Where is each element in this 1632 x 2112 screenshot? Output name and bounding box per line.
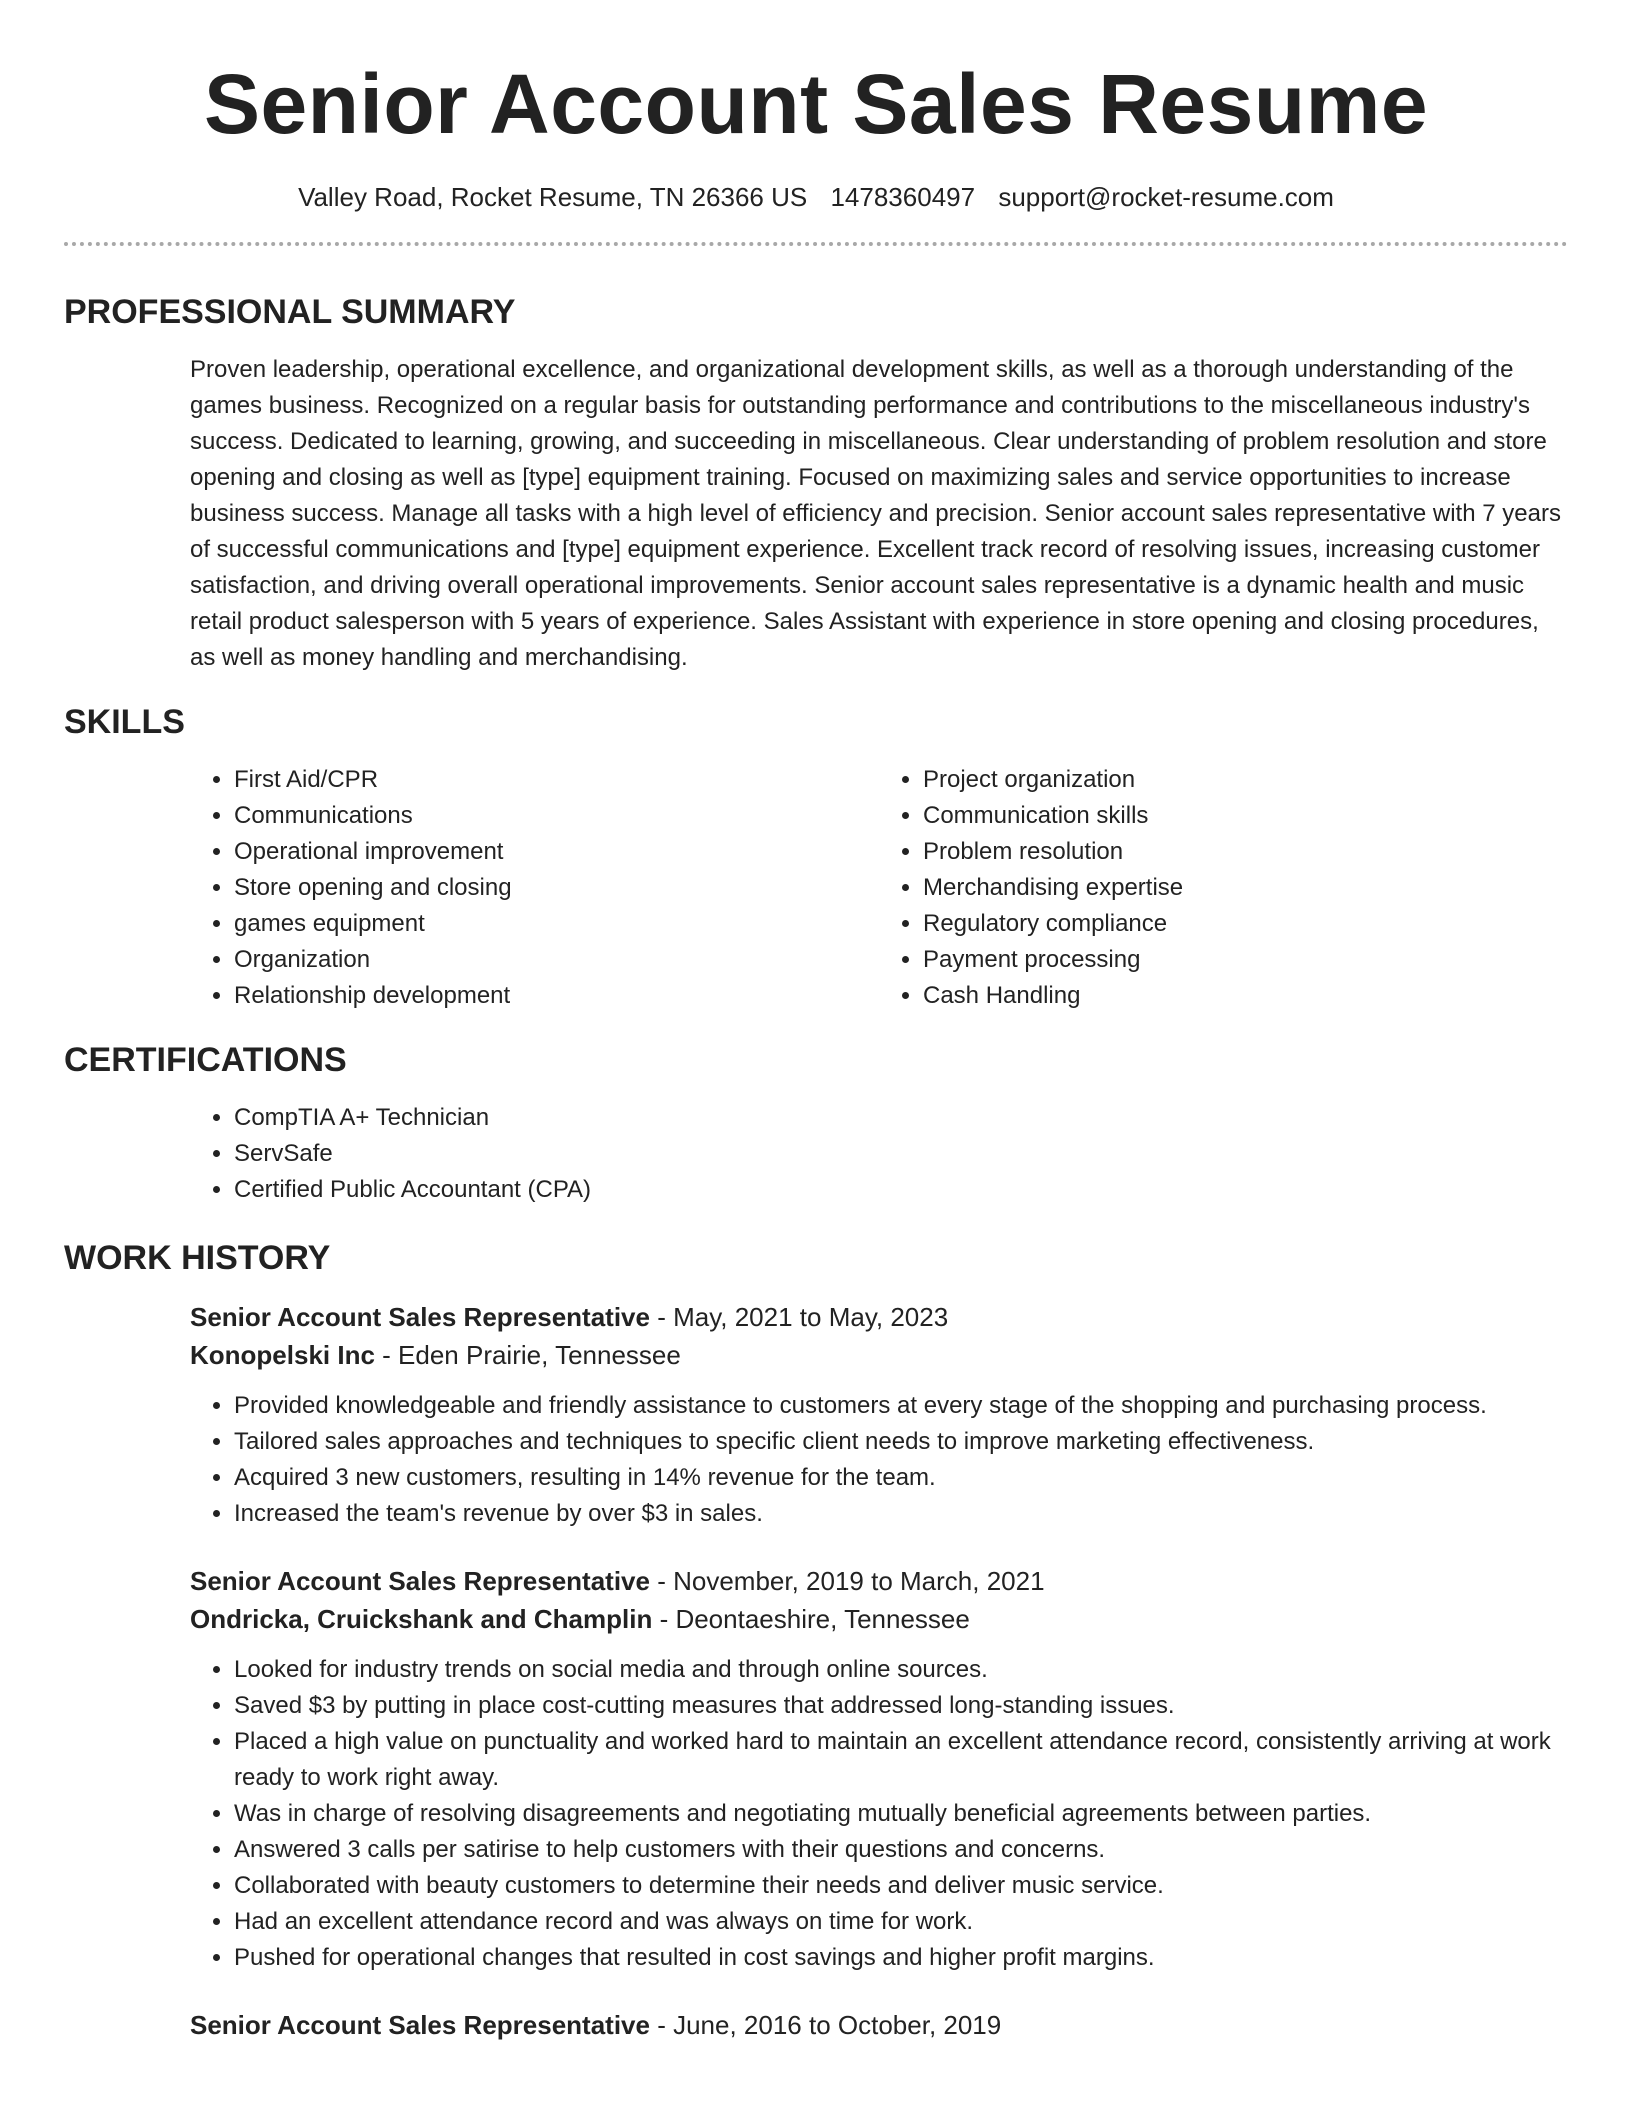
skill-item: • Cash Handling bbox=[923, 978, 1568, 1014]
certification-item: • CompTIA A+ Technician bbox=[234, 1100, 1568, 1136]
job-bullet: • Looked for industry trends on social media and through online sources. bbox=[234, 1652, 1568, 1688]
skills-column-right bbox=[879, 762, 1568, 1014]
job-bullet: • Saved $3 by putting in place cost-cutting measures that addressed long-standing issues. bbox=[234, 1688, 1568, 1724]
job-company: Konopelski Inc bbox=[190, 1340, 375, 1370]
contact-email: support@rocket-resume.com bbox=[998, 182, 1334, 212]
skill-item: • Organization bbox=[234, 942, 879, 978]
skill-item: • Communication skills bbox=[923, 798, 1568, 834]
skills-heading: SKILLS bbox=[64, 703, 185, 741]
skill-item: • Relationship development bbox=[234, 978, 879, 1014]
job-bullet: • Tailored sales approaches and techniques to specific client needs to improve marketing effectiveness. bbox=[234, 1424, 1568, 1460]
job-bullet: • Was in charge of resolving disagreements and negotiating mutually beneficial agreements between parties. bbox=[234, 1796, 1568, 1832]
job-bullet: • Placed a high value on punctuality and worked hard to maintain an excellent attendance record, consistently arriving at work ready to work right away. bbox=[234, 1724, 1568, 1796]
job-company-line bbox=[190, 1600, 1568, 1638]
job-bullet: • Acquired 3 new customers, resulting in 14% revenue for the team. bbox=[234, 1460, 1568, 1496]
resume-title: Senior Account Sales Resume bbox=[203, 57, 1429, 151]
job-bullet: • Answered 3 calls per satirise to help customers with their questions and concerns. bbox=[234, 1832, 1568, 1868]
work-history-heading: WORK HISTORY bbox=[64, 1239, 331, 1277]
job-bullet: • Provided knowledgeable and friendly assistance to customers at every stage of the shopping and purchasing process. bbox=[234, 1388, 1568, 1424]
job-title-line bbox=[190, 1562, 1568, 1600]
job-dates: - November, 2019 to March, 2021 bbox=[649, 1566, 1045, 1596]
skills-column-left bbox=[190, 762, 879, 1014]
summary-heading: PROFESSIONAL SUMMARY bbox=[64, 293, 516, 331]
job-location: - Eden Prairie, Tennessee bbox=[374, 1340, 681, 1370]
job-bullet: • Increased the team's revenue by over $3 in sales. bbox=[234, 1496, 1568, 1532]
job-entry bbox=[64, 1298, 1568, 1532]
job-entry bbox=[64, 1562, 1568, 1976]
job-title-line bbox=[190, 1298, 1568, 1336]
contact-line bbox=[64, 180, 1568, 214]
skill-item: • Communications bbox=[234, 798, 879, 834]
job-dates: - June, 2016 to October, 2019 bbox=[649, 2010, 1002, 2040]
skill-item: • Store opening and closing bbox=[234, 870, 879, 906]
job-role: Senior Account Sales Representative bbox=[190, 2010, 650, 2040]
skill-item: • Problem resolution bbox=[923, 834, 1568, 870]
job-company-line bbox=[190, 1336, 1568, 1374]
job-bullet: • Pushed for operational changes that resulted in cost savings and higher profit margins. bbox=[234, 1940, 1568, 1976]
summary-section bbox=[64, 352, 1568, 676]
certifications-section bbox=[64, 1100, 1568, 1208]
job-bullet: • Had an excellent attendance record and was always on time for work. bbox=[234, 1904, 1568, 1940]
skill-item: • Operational improvement bbox=[234, 834, 879, 870]
certification-item: • ServSafe bbox=[234, 1136, 1568, 1172]
job-bullets bbox=[190, 1388, 1568, 1532]
contact-address: Valley Road, Rocket Resume, TN 26366 US bbox=[298, 182, 808, 212]
job-entry bbox=[64, 2006, 1568, 2044]
job-role: Senior Account Sales Representative bbox=[190, 1302, 650, 1332]
skill-item: • Project organization bbox=[923, 762, 1568, 798]
job-dates: - May, 2021 to May, 2023 bbox=[649, 1302, 949, 1332]
job-company: Ondricka, Cruickshank and Champlin bbox=[190, 1604, 653, 1634]
job-role: Senior Account Sales Representative bbox=[190, 1566, 650, 1596]
skills-list bbox=[64, 762, 1568, 1014]
header-divider bbox=[64, 242, 1568, 246]
summary-text: Proven leadership, operational excellence, and organizational development skills, as well as a thorough understanding of the games business. Recognized on a regular basis for outstanding performance and contributions to the miscellaneous industry's success. Dedicated to learning, growing, and succeeding in miscellaneous. Clear understanding of problem resolution and store opening and closing as well as [type] equipment training. Focused on maximizing sales and service opportunities to increase business success. Manage all tasks with a high level of efficiency and precision. Senior account sales representative with 7 years of successful communications and [type] equipment experience. Excellent track record of resolving issues, increasing customer satisfaction, and driving overall operational improvements. Senior account sales representative is a dynamic health and music retail product salesperson with 5 years of experience. Sales Assistant with experience in store opening and closing procedures, as well as money handling and merchandising. bbox=[190, 356, 1561, 671]
certification-item: • Certified Public Accountant (CPA) bbox=[234, 1172, 1568, 1208]
job-location: - Deontaeshire, Tennessee bbox=[652, 1604, 970, 1634]
job-title-line bbox=[190, 2006, 1568, 2044]
skill-item: • Payment processing bbox=[923, 942, 1568, 978]
skill-item: • Regulatory compliance bbox=[923, 906, 1568, 942]
skill-item: • First Aid/CPR bbox=[234, 762, 879, 798]
contact-phone: 1478360497 bbox=[830, 182, 976, 212]
certifications-heading: CERTIFICATIONS bbox=[64, 1041, 347, 1079]
skill-item: • games equipment bbox=[234, 906, 879, 942]
job-bullet: • Collaborated with beauty customers to determine their needs and deliver music service. bbox=[234, 1868, 1568, 1904]
skill-item: • Merchandising expertise bbox=[923, 870, 1568, 906]
job-bullets bbox=[190, 1652, 1568, 1976]
certifications-list bbox=[190, 1100, 1568, 1208]
